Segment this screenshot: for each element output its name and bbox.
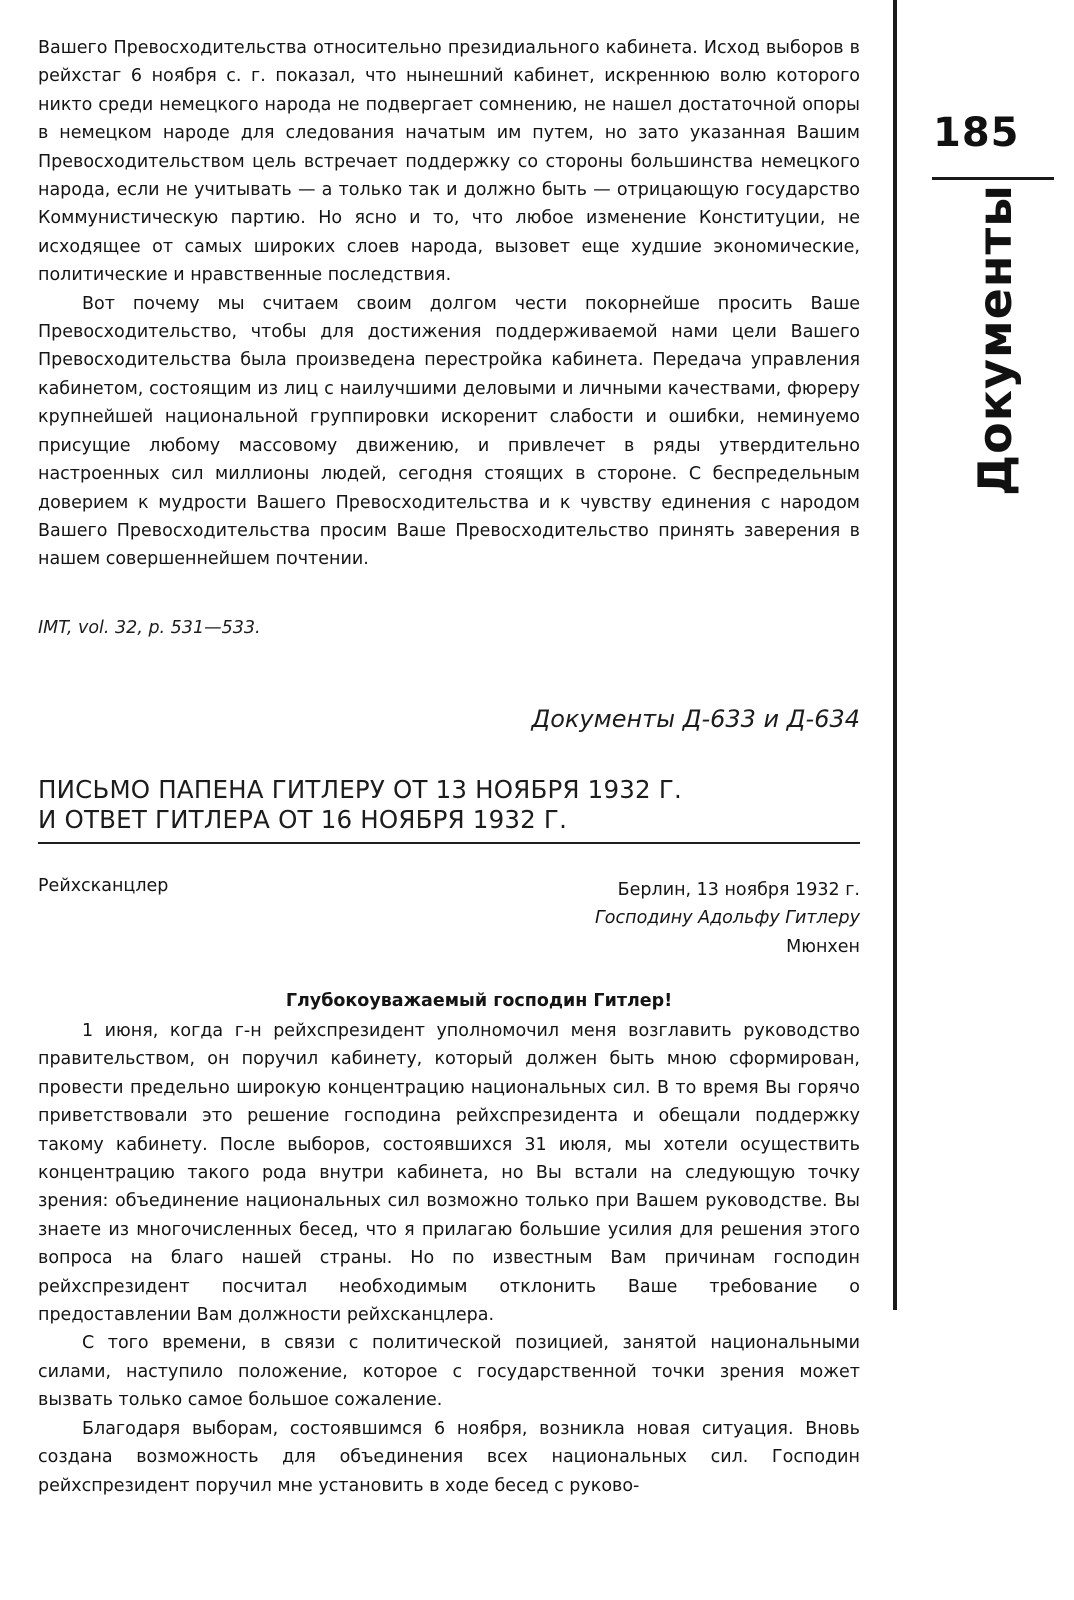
side-vertical-rule: [893, 0, 897, 1310]
top-text-block: [38, 34, 860, 574]
addressee: Господину Адольфу Гитлеру: [595, 908, 860, 929]
salutation: Глубокоуважаемый господин Гитлер!: [285, 991, 673, 1011]
city: Мюнхен: [786, 936, 860, 957]
paragraph: 1 июня, когда г-н рейхспрезидент уполномочил меня возглавить руководство правительством, он поручил кабинету, который должен быть мною сформирован, провести предельно широкую концентрацию национальных сил. В то время Вы горячо приветствовали это решение господина рейхспрезидента и обещали поддержку такому кабинету. После выборов, состоявшихся 31 июля, мы хотели осуществить концентрацию такого рода внутри кабинета, но Вы встали на следующую точку зрения: объединение национальных сил возможно только при Вашем руководстве. Вы знаете из многочисленных бесед, что я прилагаю большие усилия для решения этого вопроса на благо нашей страны. Но по известным Вам причинам господин рейхспрезидент посчитал необходимым отклонить Ваше требование о предоставлении Вам должности рейхсканцлера.: [38, 1021, 860, 1326]
letter-body: [38, 1017, 860, 1500]
document-title: [38, 775, 860, 835]
page-number: 185: [933, 110, 1020, 156]
address-block: [595, 876, 860, 961]
side-horizontal-rule: [932, 177, 1054, 180]
document-title-line: ПИСЬМО ПАПЕНА ГИТЛЕРУ ОТ 13 НОЯБРЯ 1932 Г.: [38, 775, 682, 804]
paragraph: С того времени, в связи с политической позицией, занятой национальными силами, наступило положение, которое с государственной точки зрения может вызвать только самое большое сожаление.: [38, 1333, 860, 1411]
paragraph: Благодаря выборам, состоявшимся 6 ноября, возникла новая ситуация. Вновь создана возможность для объединения всех национальных сил. Господин рейхспрезидент поручил мне установить в ходе бесед с руково-: [38, 1418, 860, 1496]
source-citation: IMT, vol. 32, p. 531—533.: [38, 618, 261, 638]
sender: Рейхсканцлер: [38, 876, 169, 896]
paragraph: Вашего Превосходительства относительно президиального кабинета. Исход выборов в рейхстаг 6 ноября с. г. показал, что нынешний кабинет, искреннюю волю которого никто среди немецкого народа не подвергает сомнению, не нашел достаточной опоры в немецком народе для следования начатым им путем, но зато указанная Вашим Превосходительством цель встречает поддержку со стороны большинства немецкого народа, если не учитывать — а только так и должно быть — отрицающую государство Коммунистическую партию. Но ясно и то, что любое изменение Конституции, не исходящее от самых широких слоев народа, вызовет еще худшие экономические, политические и нравственные последствия.: [38, 38, 860, 286]
document-title-line: И ОТВЕТ ГИТЛЕРА ОТ 16 НОЯБРЯ 1932 Г.: [38, 805, 568, 834]
place-date: Берлин, 13 ноября 1932 г.: [617, 880, 860, 900]
title-rule: [38, 842, 860, 844]
document-reference: Документы Д-633 и Д-634: [531, 705, 860, 733]
section-label: Документы: [968, 184, 1022, 496]
paragraph: Вот почему мы считаем своим долгом чести покорнейше просить Ваше Превосходительство, чтобы для достижения поддерживаемой нами цели Вашего Превосходительства была произведена перестройка кабинета. Передача управления кабинетом, состоящим из лиц с наилучшими деловыми и личными качествами, фюреру крупнейшей национальной группировки искоренит слабости и ошибки, неминуемо присущие любому массовому движению, и привлечет в ряды утвердительно настроенных сил миллионы людей, сегодня стоящих в стороне. С беспредельным доверием к мудрости Вашего Превосходительства и к чувству единения с народом Вашего Превосходительства просим Ваше Превосходительство принять заверения в нашем совершеннейшем почтении.: [38, 293, 860, 570]
